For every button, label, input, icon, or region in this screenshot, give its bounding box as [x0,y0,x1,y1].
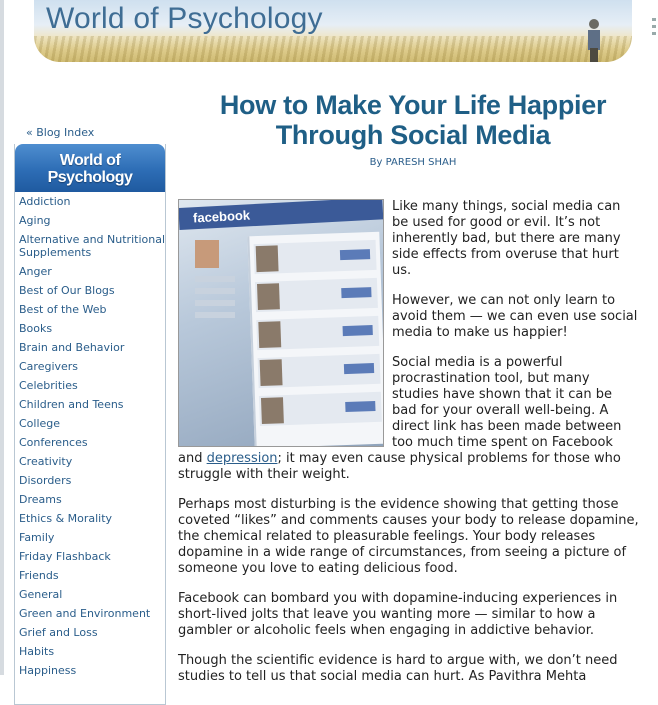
paragraph-6: Though the scientific evidence is hard to argue with, we don’t need studies to tell us that social media can hurt. As Pavithra Mehta [178,653,618,684]
sidebar-category-item[interactable]: Disorders [19,474,72,487]
sidebar-category-item[interactable]: Anger [19,265,52,278]
category-sidebar [14,144,166,705]
paragraph-3-tail: ; it may even cause physical problems for those who struggle with their weight. [178,451,621,482]
sidebar-category-item[interactable]: Books [19,322,53,335]
sidebar-category-item[interactable]: Family [19,531,55,544]
sidebar-category-item[interactable]: Aging [19,214,51,227]
article-body [178,199,640,699]
sidebar-heading-line1: World of [59,152,121,169]
paragraph-4: Perhaps most disturbing is the evidence showing that getting those coveted “likes” and comments causes your body to release dopamine, the chemical related to pleasurable feelings. Your body releases dopamine in a wide range of circumstances, from seeing a picture of someone you love to eating delicious food. [178,497,639,576]
sidebar-category-item[interactable]: Creativity [19,455,73,468]
sidebar-category-item[interactable]: Children and Teens [19,398,124,411]
page-left-border [0,0,4,675]
category-list [15,192,165,680]
person-silhouette-icon [582,18,606,62]
article-title: How to Make Your Life Happier Through Social Media [219,90,607,150]
facebook-logo-text: facebook [192,207,251,226]
sidebar-category-item[interactable]: Habits [19,645,55,658]
sidebar-category-item[interactable]: Ethics & Morality [19,512,113,525]
sidebar-category-item[interactable]: Conferences [19,436,88,449]
depression-link[interactable]: depression [206,451,278,466]
sidebar-category-item[interactable]: Addiction [19,195,71,208]
paragraph-2: However, we can not only learn to avoid them — we can even use social media to make us happier! [392,293,638,340]
paragraph-3-part-a: Social media is a powerful procrastination tool, but many studies have shown that it can be bad for your overall well-being. A direct link has been made between too much time spent on Facebook [392,355,622,450]
sidebar-category-item[interactable]: Best of the Web [19,303,107,316]
sidebar-category-item[interactable]: Green and Environment [19,607,151,620]
sidebar-category-item[interactable]: Alternative and Nutritional Supplements [19,233,165,259]
sidebar-category-item[interactable]: Happiness [19,664,77,677]
sidebar-heading [15,144,165,192]
sidebar-category-item[interactable]: Dreams [19,493,62,506]
paragraph-3-part-b [178,451,640,483]
paragraph-5: Facebook can bombard you with dopamine-inducing experiences in short-lived jolts that leave you wanting more — similar to how a gambler or alcoholic feels when engaging in addictive behavior. [178,591,618,638]
site-banner[interactable] [34,0,632,62]
sidebar-category-item[interactable]: Friday Flashback [19,550,111,563]
sidebar-category-item[interactable]: Grief and Loss [19,626,98,639]
site-title: World of Psychology [46,2,323,35]
article-byline[interactable]: By PARESH SHAH [369,157,457,168]
sidebar-category-item[interactable]: Brain and Behavior [19,341,125,354]
sidebar-category-item[interactable]: Celebrities [19,379,78,392]
paragraph-3-lead: and [178,451,203,466]
blog-index-link[interactable]: « Blog Index [26,126,95,139]
sidebar-heading-line2: Psychology [47,169,133,186]
page-edge-marks [652,14,658,44]
sidebar-category-item[interactable]: College [19,417,61,430]
sidebar-category-item[interactable]: General [19,588,63,601]
sidebar-category-item[interactable]: Caregivers [19,360,79,373]
sidebar-category-item[interactable]: Friends [19,569,59,582]
sidebar-category-item[interactable]: Best of Our Blogs [19,284,115,297]
paragraph-1: Like many things, social media can be used for good or evil. It’s not inherently bad, but there are many side effects from overuse that hurt us. [392,199,621,278]
